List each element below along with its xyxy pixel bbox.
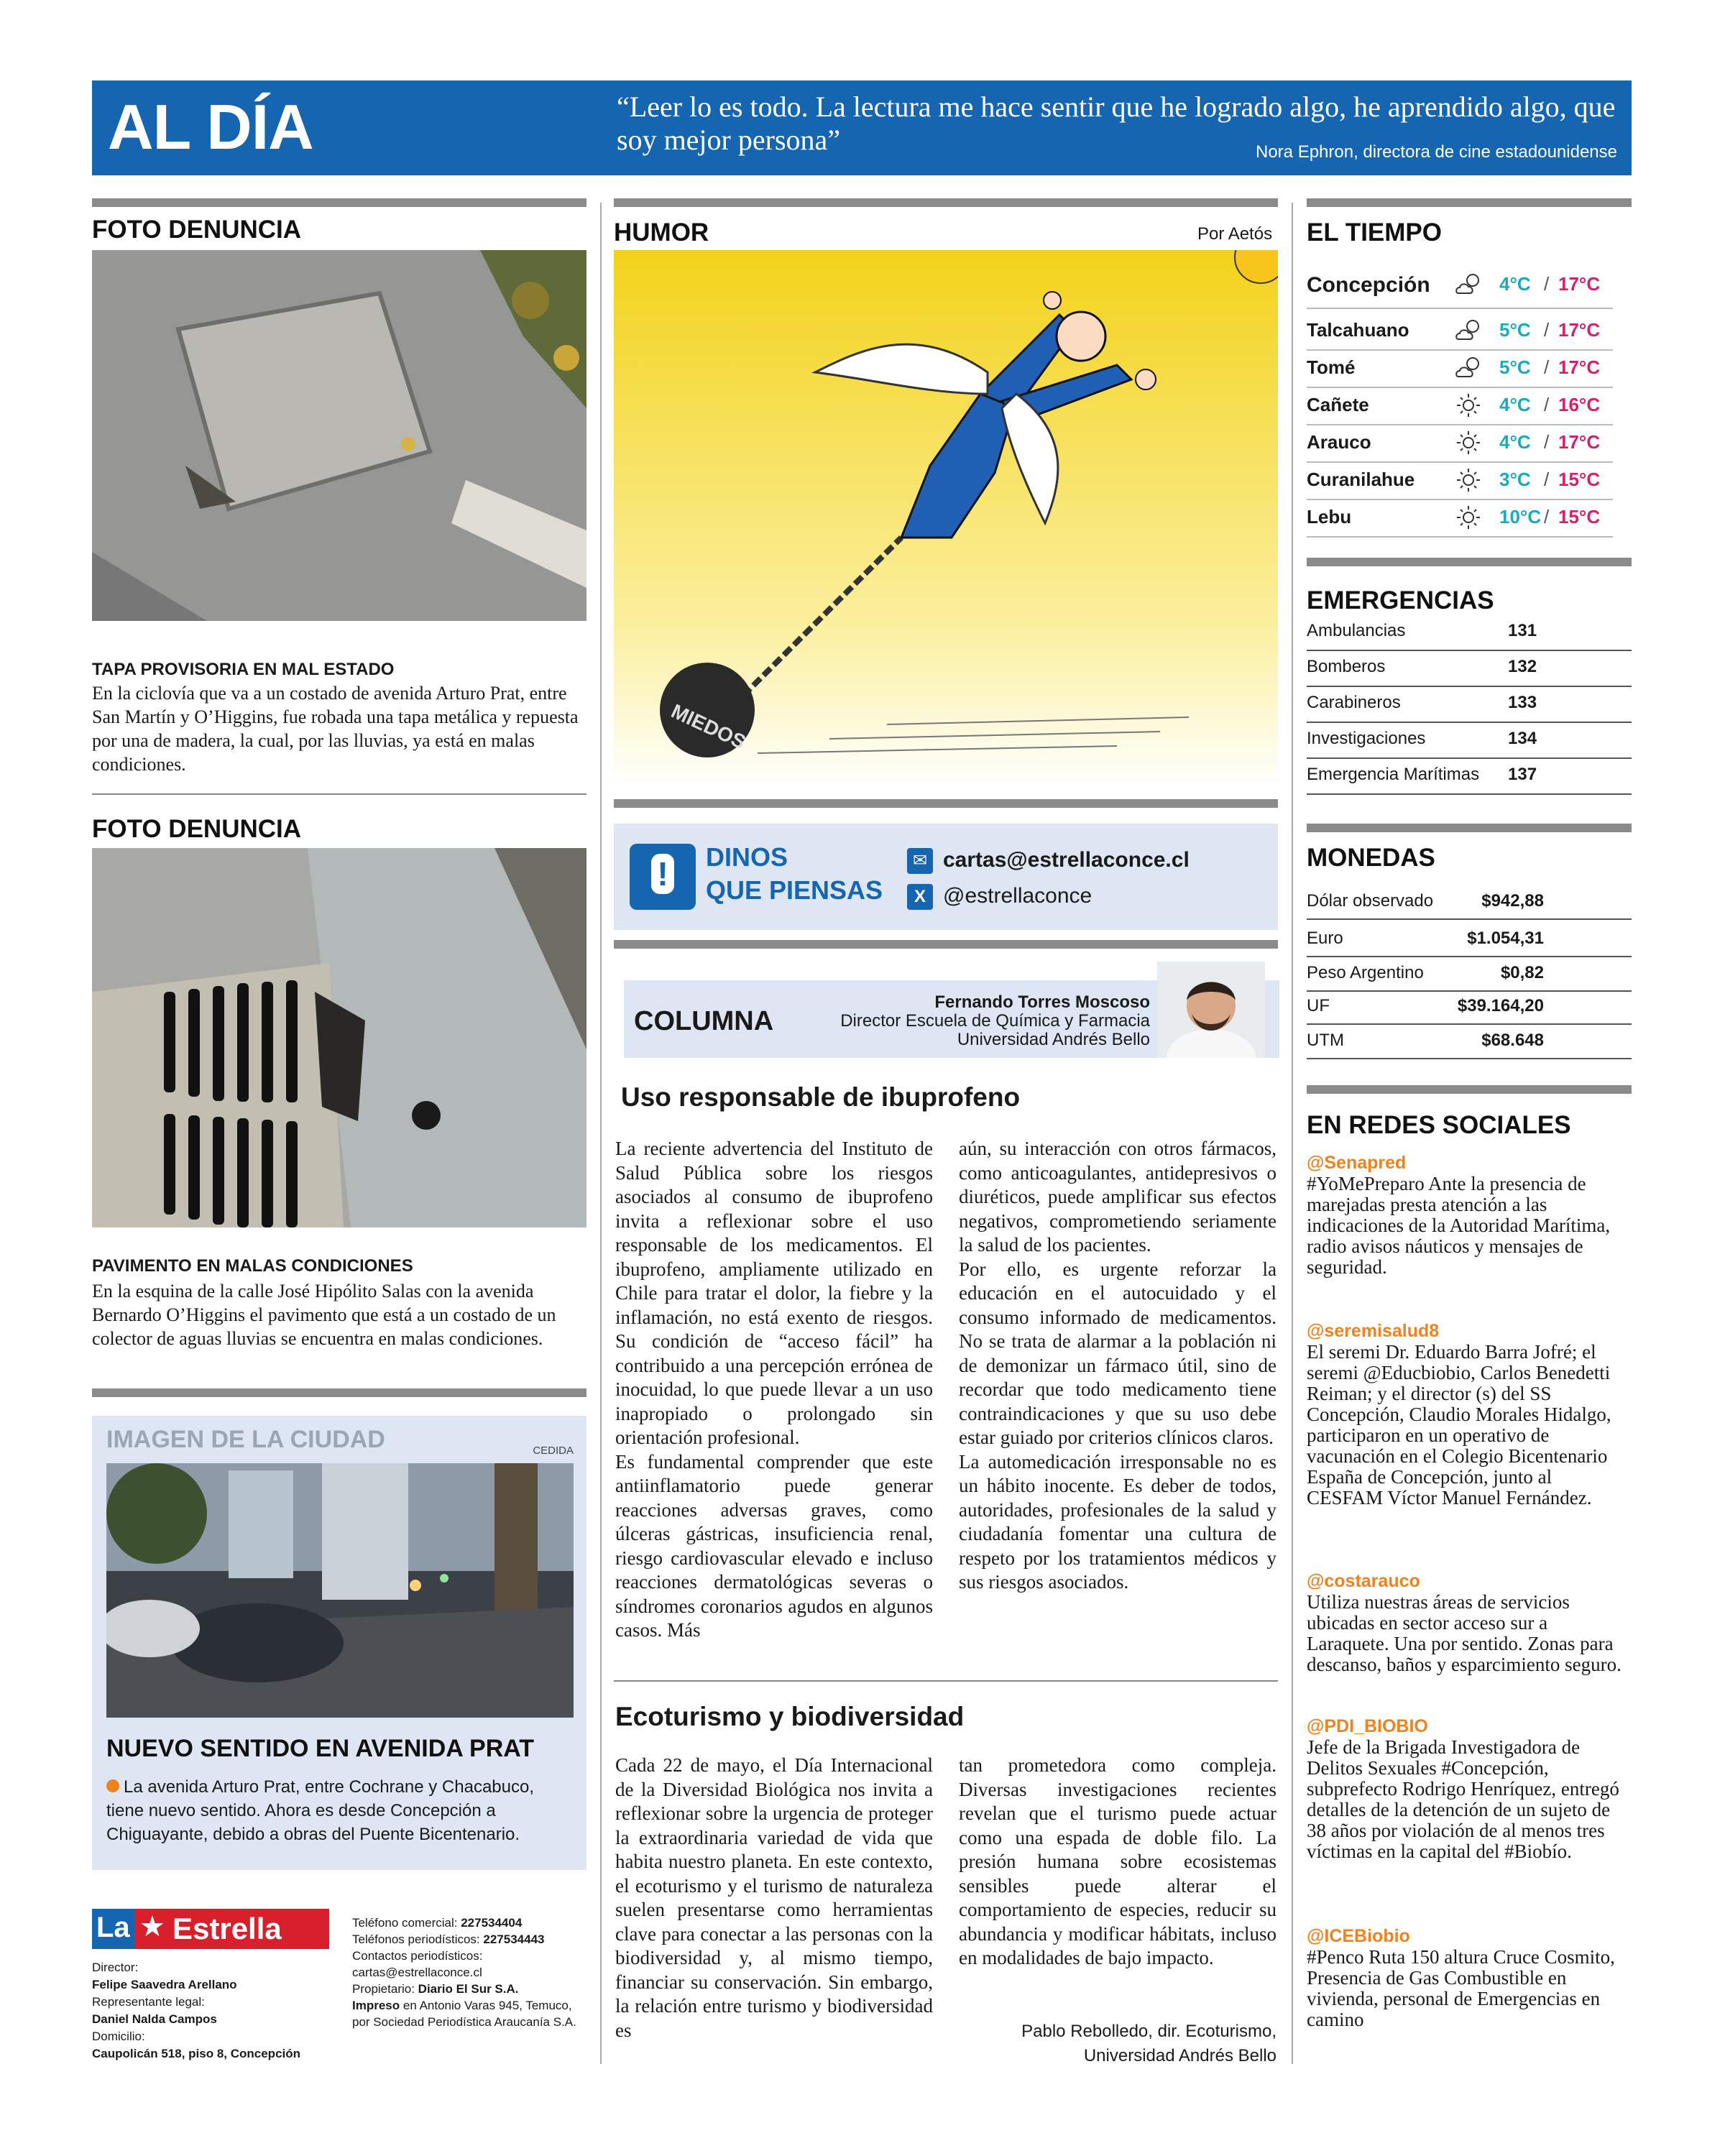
columna-author: Fernando Torres Moscoso — [934, 992, 1150, 1012]
social-handle[interactable]: @Senapred — [1307, 1153, 1407, 1173]
weather-city: Cañete — [1307, 394, 1369, 415]
colophon-label: Impreso — [352, 1999, 400, 2012]
photo-avenida-prat — [106, 1463, 574, 1718]
dinos-title — [706, 841, 883, 907]
colophon-value: Caupolicán 518, piso 8, Concepción — [92, 2047, 301, 2060]
column-title: Uso responsable de ibuprofeno — [621, 1082, 1021, 1112]
monedas-title: MONEDAS — [1307, 844, 1435, 872]
social-post — [1307, 1321, 1623, 1508]
humor-cartoon — [614, 250, 1278, 785]
currency-value: $39.164,20 — [1457, 996, 1544, 1015]
colophon-value: 227534443 — [483, 1932, 545, 1946]
social-post — [1307, 1153, 1623, 1278]
logo-text-estrella: Estrella — [172, 1912, 282, 1945]
currency-value: $0,82 — [1500, 963, 1544, 982]
humor-title: HUMOR — [614, 218, 709, 247]
weather-max: 16°C — [1558, 394, 1601, 415]
eco-text-col1: Cada 22 de mayo, el Día Internacional de la Diversidad Biológica nos invita a reflexionar sobre la urgencia de proteger la extraordinaria variedad de vida que habita nuestro planeta. En este contexto, el ecoturismo y el turismo de naturaleza suelen presentarse como herramientas clave para conectar a las personas con la biodiversidad y, al mismo tiempo, financiar su conservación. Sin embargo, la relación entre turismo y biodiversidad es — [615, 1754, 933, 2041]
currency-row — [1307, 1025, 1632, 1059]
logo-text-la: La — [96, 1912, 130, 1943]
colophon-value[interactable]: cartas@estrellaconce.cl — [352, 1966, 482, 1979]
social-text: El seremi Dr. Eduardo Barra Jofré; el seremi @Educbiobio, Carlos Benedetti Reiman; y el director (s) del SS Concepción, Claudio Morales Hidalgo, participaron en un operativo de vacunación en el Colegio Bicentenario España de Concepción, junto al CESFAM Víctor Manuel Fernández. — [1307, 1341, 1611, 1508]
eco-signature — [959, 2019, 1276, 2068]
columna-role: Director Escuela de Química y Farmacia — [840, 1011, 1150, 1031]
weather-min: 10°C — [1499, 506, 1542, 528]
colophon-label: Propietario: — [352, 1982, 415, 1996]
weather-city: Curanilahue — [1307, 469, 1415, 490]
social-handle[interactable]: @PDI_BIOBIO — [1307, 1716, 1428, 1736]
photo-credit: CEDIDA — [533, 1445, 574, 1457]
divider — [614, 1680, 1278, 1682]
weather-city: Talcahuano — [1307, 319, 1409, 341]
columna-author-block — [840, 993, 1150, 1049]
email-icon: ✉ — [907, 848, 933, 874]
redes-title: EN REDES SOCIALES — [1307, 1111, 1571, 1139]
emergency-label: Carabineros — [1307, 693, 1401, 712]
currency-row — [1307, 885, 1632, 920]
weather-row: Talcahuano 5°C / 17°C — [1307, 313, 1613, 351]
paragraph: Es fundamental comprender que este antiinflamatorio puede generar reacciones adversas graves, como úlceras gástricas, insuficiencia renal, riesgo cardiovascular elevado e incluso reacciones dermatológicas severas o síndromes coronarios agudos en algunos casos. Más — [615, 1450, 933, 1641]
sun-icon — [1454, 505, 1483, 530]
weather-min: 5°C — [1499, 319, 1531, 341]
foto-denuncia-title: FOTO DENUNCIA — [92, 216, 302, 244]
currency-label: UTM — [1307, 1031, 1344, 1050]
cloud-sun-icon — [1454, 355, 1483, 381]
humor-byline: Por Aetós — [1197, 224, 1273, 244]
section-rule — [614, 799, 1278, 808]
colophon-label: Teléfono comercial: — [352, 1916, 458, 1930]
colophon-label: Teléfonos periodísticos: — [352, 1932, 480, 1946]
emergency-row — [1307, 723, 1632, 759]
photo-caption: En la ciclovía que va a un costado de avenida Arturo Prat, entre San Martín y O’Higgins, fue robada una tapa metálica y repuesta por una de madera, la cual, por las lluvias, ya está en malas condiciones. — [92, 683, 579, 775]
weather-min: 4°C — [1499, 273, 1531, 295]
colophon-right — [352, 1915, 582, 2030]
eco-text-col2: tan prometedora como compleja. Diversas investigaciones recientes revelan que el turismo puede actuar como una espada de doble filo. La presión humana sobre ecosistemas sensibles puede alterar el comportamiento de especies, reducir su abundancia y modificar hábitats, incluso en modalidades de bajo impacto. — [959, 1754, 1276, 1968]
dinos-line: QUE PIENSAS — [706, 875, 883, 905]
column-divider — [600, 203, 602, 2064]
emergency-number: 132 — [1508, 657, 1537, 676]
columna-role: Universidad Andrés Bello — [957, 1030, 1150, 1049]
photo-caption: En la esquina de la calle José Hipólito Salas con la avenida Bernardo O’Higgins el pavimento que está a un costado de un colector de aguas lluvias se encuentra en malas condiciones. — [92, 1281, 556, 1349]
star-icon: ★ — [139, 1911, 165, 1943]
weather-max: 15°C — [1558, 469, 1601, 490]
sun-icon — [1454, 392, 1483, 418]
weather-city: Lebu — [1307, 506, 1352, 528]
emergency-label: Bomberos — [1307, 657, 1386, 676]
weather-min: 4°C — [1499, 394, 1531, 415]
emergency-label: Ambulancias — [1307, 621, 1406, 640]
social-handle[interactable]: @seremisalud8 — [1307, 1321, 1440, 1341]
cloud-sun-icon — [1454, 272, 1483, 298]
imagen-ciudad-caption — [106, 1775, 574, 1846]
weather-city: Tomé — [1307, 356, 1356, 378]
section-rule — [1307, 558, 1632, 566]
colophon-label: Contactos periodísticos: — [352, 1949, 483, 1963]
emergency-number: 137 — [1508, 765, 1537, 784]
columna-label: COLUMNA — [634, 1006, 774, 1036]
emergency-row — [1307, 687, 1632, 723]
divider — [92, 793, 586, 795]
photo-headline: TAPA PROVISORIA EN MAL ESTADO — [92, 660, 395, 679]
weather-row: Lebu 10°C / 15°C — [1307, 500, 1613, 538]
emergency-number: 134 — [1508, 729, 1537, 748]
section-rule — [92, 1388, 586, 1397]
foto-denuncia-title: FOTO DENUNCIA — [92, 815, 302, 843]
dinos-line: DINOS — [706, 842, 788, 872]
emergency-row — [1307, 651, 1632, 687]
section-title: AL DÍA — [108, 91, 313, 162]
sun-icon — [1454, 467, 1483, 493]
social-text: #Penco Ruta 150 altura Cruce Cosmito, Presencia de Gas Combustible en vivienda, personal de Emergencias en camino — [1307, 1946, 1615, 2030]
currency-row — [1307, 923, 1632, 957]
quote-attribution: Nora Ephron, directora de cine estadounidense — [1256, 142, 1617, 162]
weather-row: Curanilahue 3°C / 15°C — [1307, 463, 1613, 500]
social-handle[interactable]: @ICEBiobio — [1307, 1926, 1410, 1946]
paragraph: aún, su interacción con otros fármacos, como anticoagulantes, antidepresivos o diuréticos, puede amplificar sus efectos negativos, comprometiendo seriamente la salud de los pacientes. — [959, 1138, 1276, 1256]
weather-max: 17°C — [1558, 273, 1601, 295]
colophon-value: 227534404 — [461, 1916, 523, 1930]
caption-text: La avenida Arturo Prat, entre Cochrane y Chacabuco, tiene nuevo sentido. Ahora es desde Concepción a Chiguayante, debido a obras del Puente Bicentenario. — [106, 1777, 535, 1844]
currency-label: Euro — [1307, 929, 1343, 948]
social-post — [1307, 1716, 1623, 1862]
social-handle[interactable]: @costarauco — [1307, 1571, 1420, 1591]
weather-min: 3°C — [1499, 469, 1531, 490]
currency-label: UF — [1307, 996, 1330, 1015]
dinos-email[interactable]: cartas@estrellaconce.cl — [943, 848, 1190, 872]
bullet-dot-icon — [106, 1779, 119, 1792]
column-divider — [1292, 203, 1293, 2064]
colophon-value: Daniel Nalda Campos — [92, 2012, 217, 2026]
section-rule — [614, 940, 1278, 949]
currency-value: $942,88 — [1481, 891, 1544, 911]
dinos-que-piensas-box — [614, 824, 1278, 930]
section-rule — [1307, 824, 1632, 832]
colophon-value: Felipe Saavedra Arellano — [92, 1978, 237, 1991]
weather-city: Arauco — [1307, 431, 1371, 453]
column-text-col1 — [615, 1137, 933, 1643]
weather-min: 4°C — [1499, 431, 1531, 453]
emergencias-title: EMERGENCIAS — [1307, 586, 1494, 614]
newspaper-logo — [92, 1909, 329, 1949]
column-text-col2 — [959, 1137, 1276, 1595]
weather-max: 17°C — [1558, 431, 1601, 453]
colophon-value: Diario El Sur S.A. — [418, 1982, 519, 1996]
photo-manhole-cover — [92, 250, 586, 621]
eco-title: Ecoturismo y biodiversidad — [615, 1702, 965, 1731]
dinos-handle[interactable]: @estrellaconce — [943, 884, 1092, 908]
weather-row: Cañete 4°C / 16°C — [1307, 388, 1613, 425]
section-header-banner — [92, 80, 1632, 175]
imagen-ciudad-box — [92, 1416, 586, 1870]
weather-row: Tomé 5°C / 17°C — [1307, 351, 1613, 388]
exclamation-icon: ! — [630, 844, 696, 910]
emergency-label: Emergencia Marítimas — [1307, 765, 1480, 784]
weather-min: 5°C — [1499, 356, 1531, 378]
colophon-label: Representante legal: — [92, 1995, 205, 2009]
emergency-row — [1307, 759, 1632, 795]
social-post — [1307, 1926, 1623, 2030]
emergency-row — [1307, 615, 1632, 651]
colophon-label: Director: — [92, 1961, 139, 1974]
emergency-number: 133 — [1508, 693, 1537, 712]
currency-label: Dólar observado — [1307, 891, 1434, 911]
currency-row — [1307, 957, 1632, 992]
ball-label: MIEDOS — [668, 699, 750, 754]
photo-headline: PAVIMENTO EN MALAS CONDICIONES — [92, 1256, 413, 1276]
social-text: Utiliza nuestras áreas de servicios ubicadas en sector acceso sur a Laraquete. Una por sentido. Zonas para descanso, baños y esparcimiento seguro. — [1307, 1591, 1622, 1675]
weather-city: Concepción — [1307, 273, 1430, 297]
colophon-value: en Antonio Varas 945, Temuco, por Sociedad Periodística Araucanía S.A. — [352, 1999, 576, 2029]
weather-max: 17°C — [1558, 356, 1601, 378]
weather-max: 15°C — [1558, 506, 1601, 528]
emergency-label: Investigaciones — [1307, 729, 1426, 748]
section-rule — [92, 198, 586, 207]
colophon-label: Domicilio: — [92, 2030, 145, 2043]
currency-value: $68.648 — [1481, 1031, 1544, 1050]
section-rule — [1307, 198, 1632, 207]
header-quote: “Leer lo es todo. La lectura me hace sentir que he logrado algo, he aprendido algo, que soy mejor persona” — [617, 91, 1616, 156]
imagen-ciudad-title: IMAGEN DE LA CIUDAD — [106, 1426, 385, 1453]
tiempo-title: EL TIEMPO — [1307, 218, 1442, 247]
paragraph: Por ello, es urgente reforzar la educación en el autocuidado y el consumo informado de medicamentos. No se trata de alarmar a la población ni de demonizar un fármaco útil, sino de recordar que todo medicamento tiene contraindicaciones y que su uso debe estar guiado por criterios clínicos claros. — [959, 1258, 1276, 1448]
imagen-ciudad-headline: NUEVO SENTIDO EN AVENIDA PRAT — [106, 1735, 535, 1762]
currency-value: $1.054,31 — [1467, 929, 1544, 948]
photo-storm-drain — [92, 848, 586, 1227]
weather-max: 17°C — [1558, 319, 1601, 341]
emergency-number: 131 — [1508, 621, 1537, 640]
weather-row: Concepción 4°C / 17°C — [1307, 267, 1613, 309]
social-text: Jefe de la Brigada Investigadora de Delitos Sexuales #Concepción, subprefecto Rodrigo Henríquez, entregó detalles de la detención de un sujeto de 38 años por violación de al menos tres víctimas en la capital del #Biobío. — [1307, 1736, 1619, 1862]
weather-row: Arauco 4°C / 17°C — [1307, 425, 1613, 463]
signature-line: Universidad Andrés Bello — [1083, 2046, 1276, 2065]
sun-icon — [1454, 430, 1483, 456]
signature-line: Pablo Rebolledo, dir. Ecoturismo, — [1021, 2022, 1276, 2041]
section-rule — [614, 198, 1278, 207]
author-portrait — [1157, 962, 1265, 1058]
social-post — [1307, 1571, 1623, 1675]
x-twitter-icon: X — [907, 884, 933, 910]
currency-label: Peso Argentino — [1307, 963, 1424, 982]
social-text: #YoMePreparo Ante la presencia de marejadas presta atención a las indicaciones de la Autoridad Marítima, radio avisos náuticos y mensajes de seguridad. — [1307, 1173, 1611, 1278]
columna-header — [624, 980, 1279, 1058]
currency-row — [1307, 990, 1632, 1025]
colophon-left — [92, 1959, 329, 2063]
section-rule — [1307, 1085, 1632, 1094]
cloud-sun-icon — [1454, 318, 1483, 344]
paragraph: La automedicación irresponsable no es un hábito inocente. Es deber de todos, autoridades, profesionales de la salud y ciudadanía fomentar una cultura de respeto por los tratamientos médicos y sus riesgos asociados. — [959, 1450, 1276, 1593]
paragraph: La reciente advertencia del Instituto de Salud Pública sobre los riesgos asociados al consumo de ibuprofeno invita a reflexionar sobre el uso responsable de los medicamentos. El ibuprofeno, ampliamente utilizado en Chile para tratar el dolor, la fiebre y la inflamación, no está exento de riesgos. Su condición de “acceso fácil” ha contribuido a una percepción errónea de inocuidad, lo que puede llevar a un uso inapropiado o prolongado sin orientación profesional. — [615, 1138, 933, 1448]
